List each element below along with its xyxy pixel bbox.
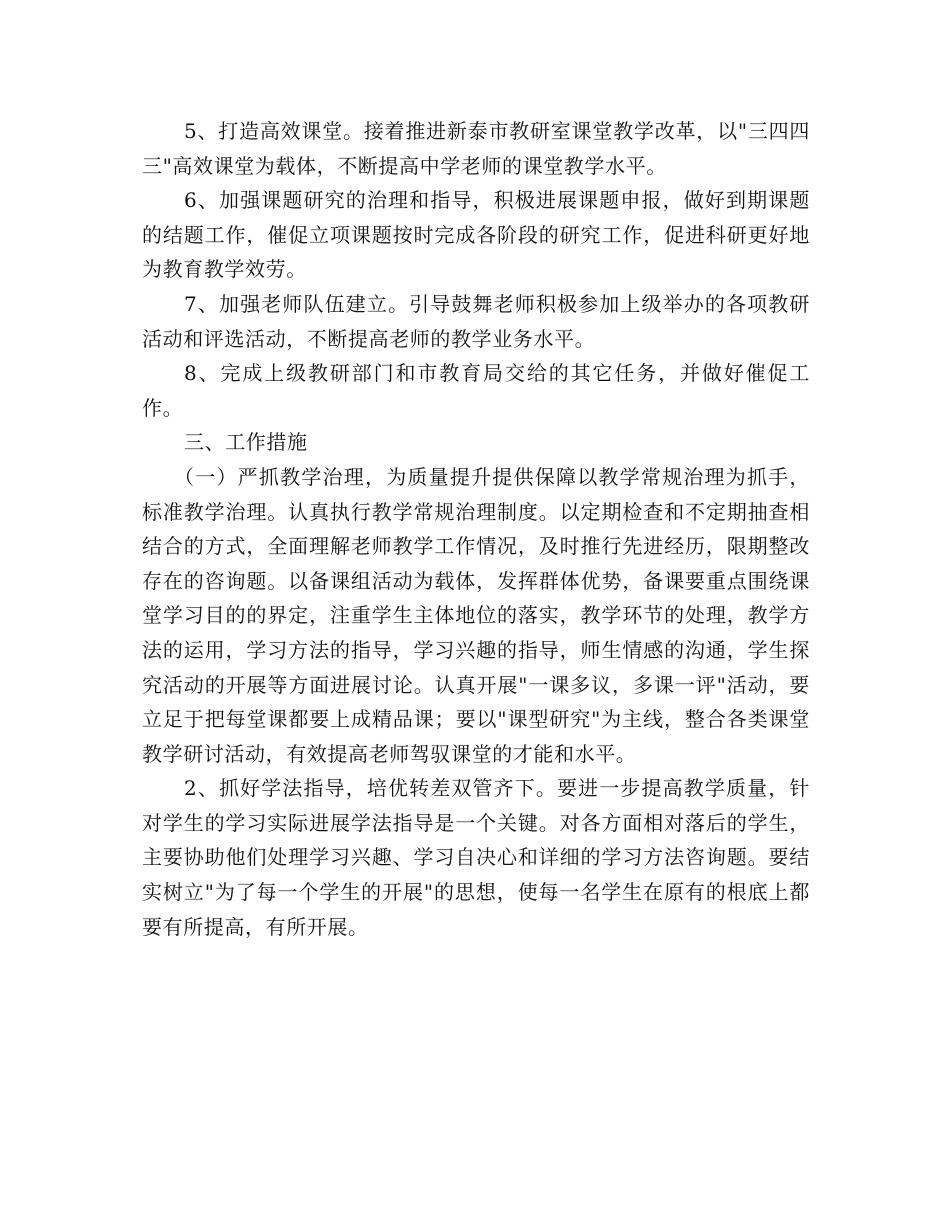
paragraph-item-2: 2、抓好学法指导，培优转差双管齐下。要进一步提高教学质量，针对学生的学习实际进展学法指导是一个关键。对各方面相对落后的学生，主要协助他们处理学习兴趣、学习自决心和详细的学习方法咨询题。要结实树立"为了每一个学生的开展"的思想，使每一名学生在原有的根底上都要有所提高，有所开展。 xyxy=(142,776,810,939)
document-body xyxy=(142,114,810,944)
paragraph-item-5: 5、打造高效课堂。接着推进新泰市教研室课堂教学改革，以"三四四三"高效课堂为载体，不断提高中学老师的课堂教学水平。 xyxy=(142,119,810,178)
paragraph-item-7: 7、加强老师队伍建立。引导鼓舞老师积极参加上级举办的各项教研活动和评选活动，不断提高老师的教学业务水平。 xyxy=(142,291,810,351)
paragraph-item-8: 8、完成上级教研部门和市教育局交给的其它任务，并做好催促工作。 xyxy=(142,361,810,420)
paragraph-item-6: 6、加强课题研究的治理和指导，积极进展课题申报，做好到期课题的结题工作，催促立项课题按时完成各阶段的研究工作，促进科研更好地为教育教学效劳。 xyxy=(142,188,810,282)
paragraph-subsection-1: （一）严抓教学治理，为质量提升提供保障以教学常规治理为抓手，标准教学治理。认真执行教学常规治理制度。以定期检查和不定期抽查相结合的方式，全面理解老师教学工作情况，及时推行先进经历，限期整改存在的咨询题。以备课组活动为载体，发挥群体优势，备课要重点围绕课堂学习目的的界定，注重学生主体地位的落实，教学环节的处理，教学方法的运用，学习方法的指导，学习兴趣的指导，师生情感的沟通，学生探究活动的开展等方面进展讨论。认真开展"一课多议，多课一评"活动，要立足于把每堂课都要上成精品课；要以"课型研究"为主线，整合各类课堂教学研讨活动，有效提高老师驾驭课堂的才能和水平。 xyxy=(142,464,810,766)
section-heading-measures: 三、工作措施 xyxy=(184,430,308,455)
